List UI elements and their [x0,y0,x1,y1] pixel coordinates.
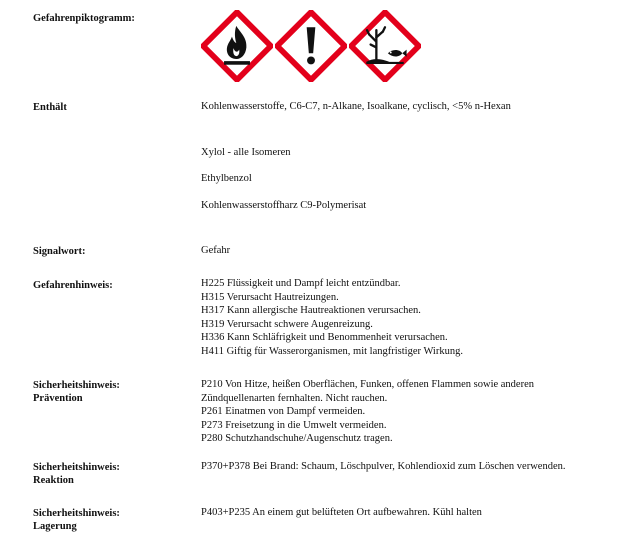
hazard-statement: H317 Kann allergische Hautreaktionen verursachen. [201,305,421,317]
contains-item: Xylol - alle Isomeren [201,147,291,158]
prevention-label [33,379,120,405]
storage-list [201,506,482,520]
prevention-label-line2: Prävention [33,393,83,404]
contains-item: Kohlenwasserstoffharz C9-Polymerisat [201,200,367,211]
contains-label: Enthält [33,102,67,113]
signal-word-value: Gefahr [201,245,231,256]
hazard-statement: H411 Giftig für Wasserorganismen, mit langfristiger Wirkung. [201,345,463,357]
prevention-list [201,378,534,446]
prevention-statement: Zündquellenarten fernhalten. Nicht rauchen. [201,392,388,404]
hazard-statement: H315 Verursacht Hautreizungen. [201,291,339,303]
exclamation-mark-icon [275,10,347,82]
contains-item: Kohlenwasserstoffe, C6-C7, n-Alkane, Isoalkane, cyclisch, <5% n-Hexan [201,101,511,112]
response-label-line1: Sicherheitshinweis: [33,462,120,473]
hazard-statement: H336 Kann Schläfrigkeit und Benommenheit verursachen. [201,332,448,344]
response-label [33,461,120,487]
prevention-statement: P280 Schutzhandschuhe/Augenschutz tragen. [201,433,393,445]
storage-label [33,507,120,533]
pictogram-label: Gefahrenpiktogramm: [33,13,135,24]
signal-word-label: Signalwort: [33,246,86,257]
prevention-statement: P210 Von Hitze, heißen Oberflächen, Funken, offenen Flammen sowie anderen [201,379,535,390]
hazard-pictograms [201,10,421,82]
response-statement: P370+P378 Bei Brand: Schaum, Löschpulver, Kohlendioxid zum Löschen verwenden. [201,461,566,472]
storage-label-line2: Lagerung [33,521,77,532]
hazard-statement: H225 Flüssigkeit und Dampf leicht entzündbar. [201,278,401,289]
flame-icon [201,10,273,82]
hazard-statements-list [201,277,463,359]
contains-item: Ethylbenzol [201,173,252,184]
storage-label-line1: Sicherheitshinweis: [33,508,120,519]
hazard-statement: H319 Verursacht schwere Augenreizung. [201,318,373,330]
response-list [201,460,565,474]
prevention-statement: P273 Freisetzung in die Umwelt vermeiden. [201,419,387,431]
prevention-statement: P261 Einatmen von Dampf vermeiden. [201,406,366,418]
storage-statement: P403+P235 An einem gut belüfteten Ort aufbewahren. Kühl halten [201,507,482,518]
hazard-statements-label: Gefahrenhinweis: [33,280,113,291]
prevention-label-line1: Sicherheitshinweis: [33,380,120,391]
response-label-line2: Reaktion [33,475,74,486]
environment-icon [349,10,421,82]
